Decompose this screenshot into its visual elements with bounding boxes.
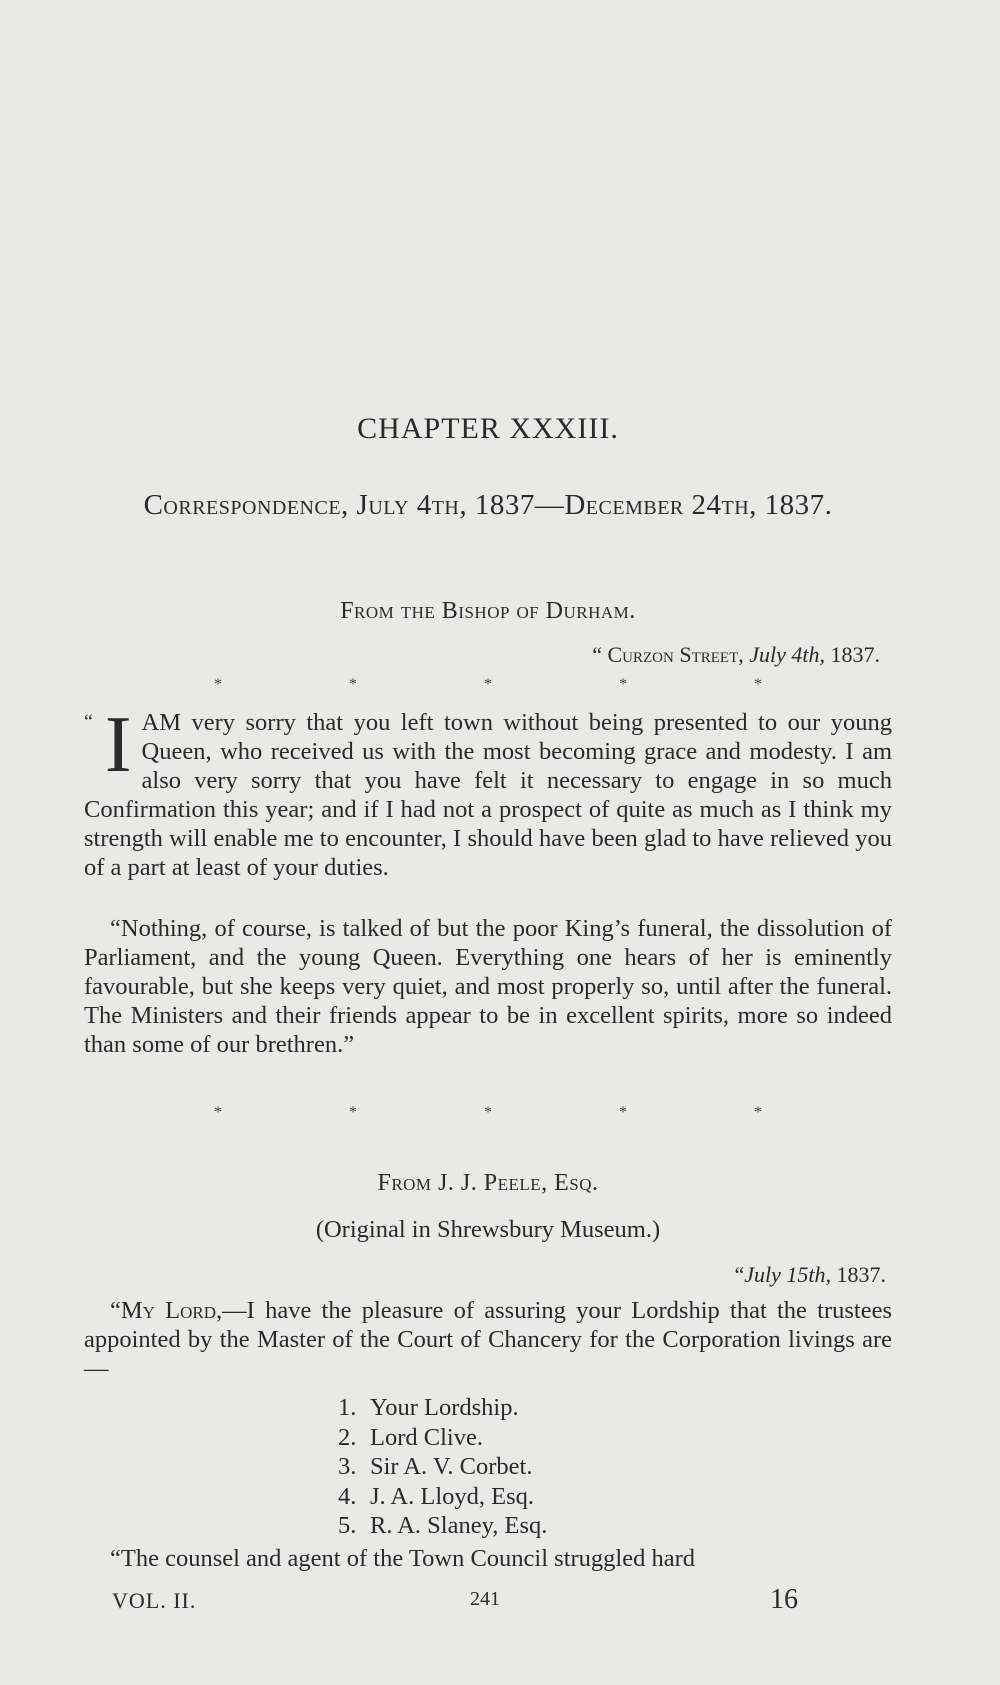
star: * <box>349 676 357 693</box>
list-item-name: Sir A. V. Corbet. <box>370 1453 533 1480</box>
drop-cap: I <box>104 701 132 789</box>
star: * <box>484 1104 492 1121</box>
letter2-salutation: “My Lord, <box>110 1297 223 1324</box>
chapter-title: CHAPTER XXXIII. <box>357 412 619 445</box>
list-item-number: 2. <box>338 1423 357 1451</box>
letter2-date-year: 1837. <box>831 1262 886 1287</box>
section-stars-top <box>84 676 892 694</box>
star: * <box>484 676 492 693</box>
trustees-list <box>338 1393 547 1541</box>
letter1-paragraph-2: “Nothing, of course, is talked of but the poor King’s funeral, the dissolution of Parliament, and the young Queen. Everything one hears of her is eminently favourable, but she keeps very quiet, and most properly so, until after the funeral. The Ministers and their friends appear to be in excellent spirits, more so indeed than some of our brethren.” <box>84 915 892 1058</box>
star: * <box>754 676 762 693</box>
letter1-paragraph-1 <box>84 701 892 882</box>
letter1-paragraph-1-text: AM very sorry that you left town without being presented to our young Queen, who received us with the most becoming grace and modesty. I am also very sorry that you have felt it necessary to engage in so much Confirmation this year; and if I had not a prospect of quite as much as I think my strength will enable me to encounter, I should have been glad to have relieved you of a part at least of your duties. <box>84 709 892 881</box>
list-item-number: 5. <box>338 1512 357 1539</box>
letter2-paragraph-2: “The counsel and agent of the Town Council struggled hard <box>110 1545 695 1572</box>
letter1-date-year: 1837. <box>825 642 880 667</box>
star: * <box>754 1104 762 1121</box>
list-item <box>338 1482 547 1512</box>
letter1-from-heading: From the Bishop of Durham. <box>340 598 636 624</box>
star: * <box>214 1104 222 1121</box>
section-stars-bottom <box>84 1104 892 1122</box>
letter1-dateline <box>84 642 892 668</box>
star: * <box>349 1104 357 1121</box>
list-item-name: Lord Clive. <box>370 1423 483 1451</box>
letter2-from-heading: From J. J. Peele, Esq. <box>377 1170 599 1196</box>
correspondence-heading: Correspondence, July 4th, 1837—December 24th, 1837. <box>143 489 833 521</box>
list-item-name: R. A. Slaney, Esq. <box>370 1512 548 1539</box>
list-item <box>338 1511 547 1541</box>
letter1-date-day: July 4th, <box>749 642 825 667</box>
list-item <box>338 1423 547 1453</box>
star: * <box>619 676 627 693</box>
letter1-date-open-quote: “ <box>592 642 608 667</box>
list-item-name: J. A. Lloyd, Esq. <box>370 1482 535 1510</box>
list-item-number: 3. <box>338 1453 357 1480</box>
list-item-number: 1. <box>338 1394 357 1421</box>
list-item-number: 4. <box>338 1482 357 1510</box>
list-item <box>338 1452 547 1482</box>
letter2-paragraph-1-text: —I have the pleasure of assuring your Lordship that the trustees appointed by the Master of the Court of Chancery for the Corporation livings are— <box>84 1297 892 1382</box>
footer-page-number: 241 <box>470 1588 500 1610</box>
star: * <box>214 676 222 693</box>
list-item <box>338 1393 547 1423</box>
letter2-date-open-quote: “ <box>734 1262 745 1287</box>
footer-volume: VOL. II. <box>112 1588 197 1613</box>
letter2-date-day: July 15th, <box>744 1262 831 1287</box>
open-quote: “ <box>84 711 93 733</box>
list-item-name: Your Lordship. <box>370 1394 519 1421</box>
letter2-original-note: (Original in Shrewsbury Museum.) <box>315 1216 661 1243</box>
letter1-date-place: Curzon Street, <box>607 642 750 667</box>
letter2-paragraph-1 <box>84 1296 892 1383</box>
footer-signature-mark: 16 <box>770 1584 798 1615</box>
star: * <box>619 1104 627 1121</box>
letter2-dateline <box>84 1262 892 1288</box>
